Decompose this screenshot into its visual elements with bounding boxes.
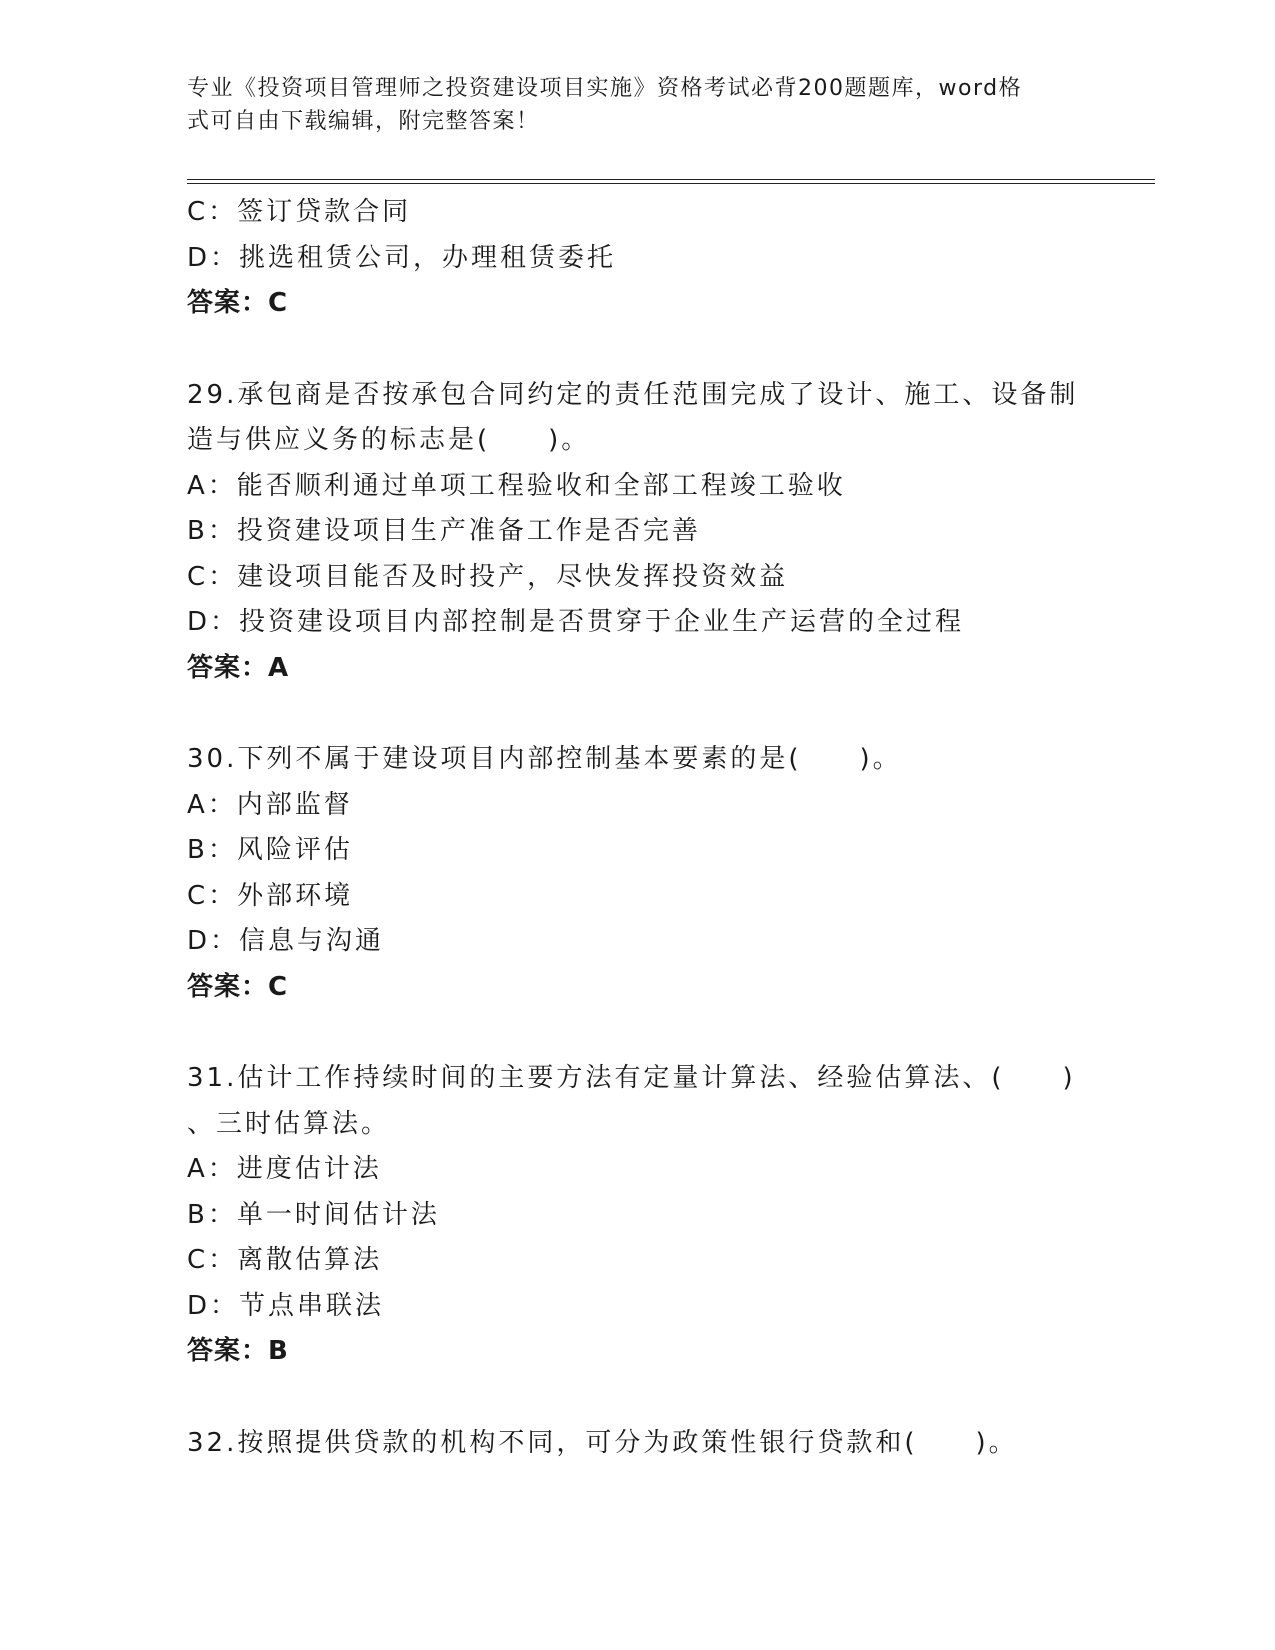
option-a: A：内部监督 — [187, 789, 353, 820]
spacer — [187, 1375, 1087, 1421]
page-header — [187, 72, 1087, 138]
answer: 答案：B — [187, 1336, 289, 1366]
question-stem: 32.按照提供贷款的机构不同，可分为政策性银行贷款和( )。 — [187, 1427, 1018, 1458]
option-b: B：投资建设项目生产准备工作是否完善 — [187, 516, 701, 546]
option-b: B：单一时间估计法 — [187, 1199, 440, 1230]
question-stem: 30.下列不属于建设项目内部控制基本要素的是( )。 — [187, 744, 902, 774]
question-stem: 29.承包商是否按承包合同约定的责任范围完成了设计、施工、设备制 — [187, 379, 1079, 410]
answer: 答案：C — [187, 288, 289, 318]
option-d: D：节点串联法 — [187, 1290, 385, 1321]
header-double-rule — [187, 179, 1155, 184]
option-c: C：外部环境 — [187, 880, 354, 911]
option-d: D：投资建设项目内部控制是否贯穿于企业生产运营的全过程 — [187, 607, 965, 637]
option-c: C：离散估算法 — [187, 1245, 383, 1275]
option-b: B：风险评估 — [187, 835, 353, 865]
question-stem-continued: 、三时估算法。 — [187, 1108, 391, 1139]
answer: 答案：A — [187, 652, 290, 683]
spacer — [187, 327, 1087, 373]
question-stem: 31.估计工作持续时间的主要方法有定量计算法、经验估算法、( ) — [187, 1063, 1076, 1093]
header-line-2: 式可自由下载编辑，附完整答案！ — [187, 109, 540, 134]
document-body — [187, 190, 1087, 1466]
header-line-1: 专业《投资项目管理师之投资建设项目实施》资格考试必背200题题库，word格 — [187, 76, 1023, 101]
option-a: A：能否顺利通过单项工程验收和全部工程竣工验收 — [187, 470, 846, 501]
option-c: C：签订贷款合同 — [187, 197, 412, 227]
spacer — [187, 691, 1087, 737]
option-d: D：挑选租赁公司，办理租赁委托 — [187, 242, 617, 273]
answer: 答案：C — [187, 971, 289, 1002]
question-28-tail — [187, 190, 1087, 327]
option-d: D：信息与沟通 — [187, 926, 385, 956]
spacer — [187, 1010, 1087, 1056]
question-32 — [187, 1421, 1087, 1467]
question-31 — [187, 1056, 1087, 1375]
question-30 — [187, 737, 1087, 1010]
question-29 — [187, 373, 1087, 692]
question-stem-continued: 造与供应义务的标志是( )。 — [187, 425, 591, 455]
option-c: C：建设项目能否及时投产，尽快发挥投资效益 — [187, 561, 789, 592]
option-a: A：进度估计法 — [187, 1154, 382, 1184]
